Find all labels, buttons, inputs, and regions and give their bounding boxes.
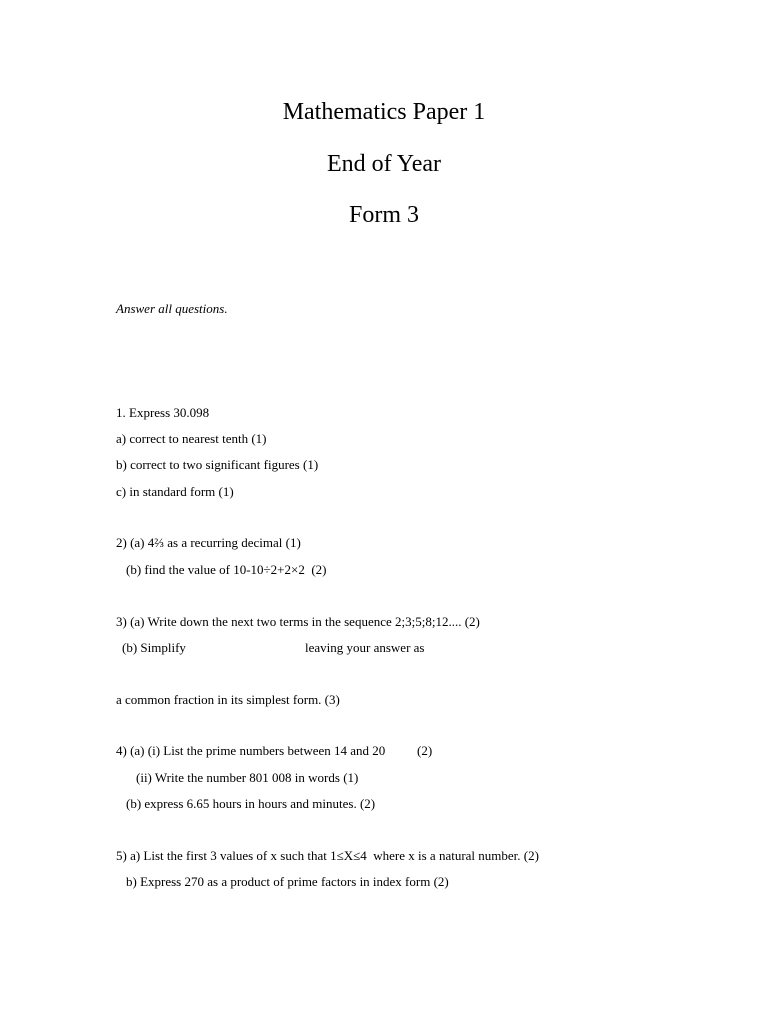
question-5a: 5) a) List the first 3 values of x such that 1≤X≤4 where x is a natural number. (2) [116,848,539,863]
question-5b: b) Express 270 as a product of prime factors in index form (2) [126,874,449,889]
question-3b-left: (b) Simplify [122,640,186,655]
paper-title: Mathematics Paper 1 [282,99,486,125]
question-4b: (b) express 6.65 hours in hours and minutes. (2) [126,796,376,811]
question-1c: c) in standard form (1) [116,484,234,499]
question-4a-i: 4) (a) (i) List the prime numbers between 14 and 20 [116,743,386,758]
instructions: Answer all questions. [116,301,228,316]
question-1-stem: 1. Express 30.098 [116,405,210,420]
question-4a-i-marks: (2) [417,743,433,758]
question-1a: a) correct to nearest tenth (1) [116,431,267,446]
question-2b: (b) find the value of 10-10÷2+2×2 (2) [126,562,327,577]
question-4a-ii: (ii) Write the number 801 008 in words (1) [136,770,359,785]
question-2a: 2) (a) 4⅔ as a recurring decimal (1) [116,535,301,550]
paper-subtitle: End of Year [327,151,441,177]
question-3b-right: leaving your answer as [305,640,425,655]
question-1b: b) correct to two significant figures (1) [116,457,319,472]
question-3b-continuation: a common fraction in its simplest form. (3) [116,692,340,707]
question-3a: 3) (a) Write down the next two terms in the sequence 2;3;5;8;12.... (2) [116,614,480,629]
form-level: Form 3 [348,202,419,228]
